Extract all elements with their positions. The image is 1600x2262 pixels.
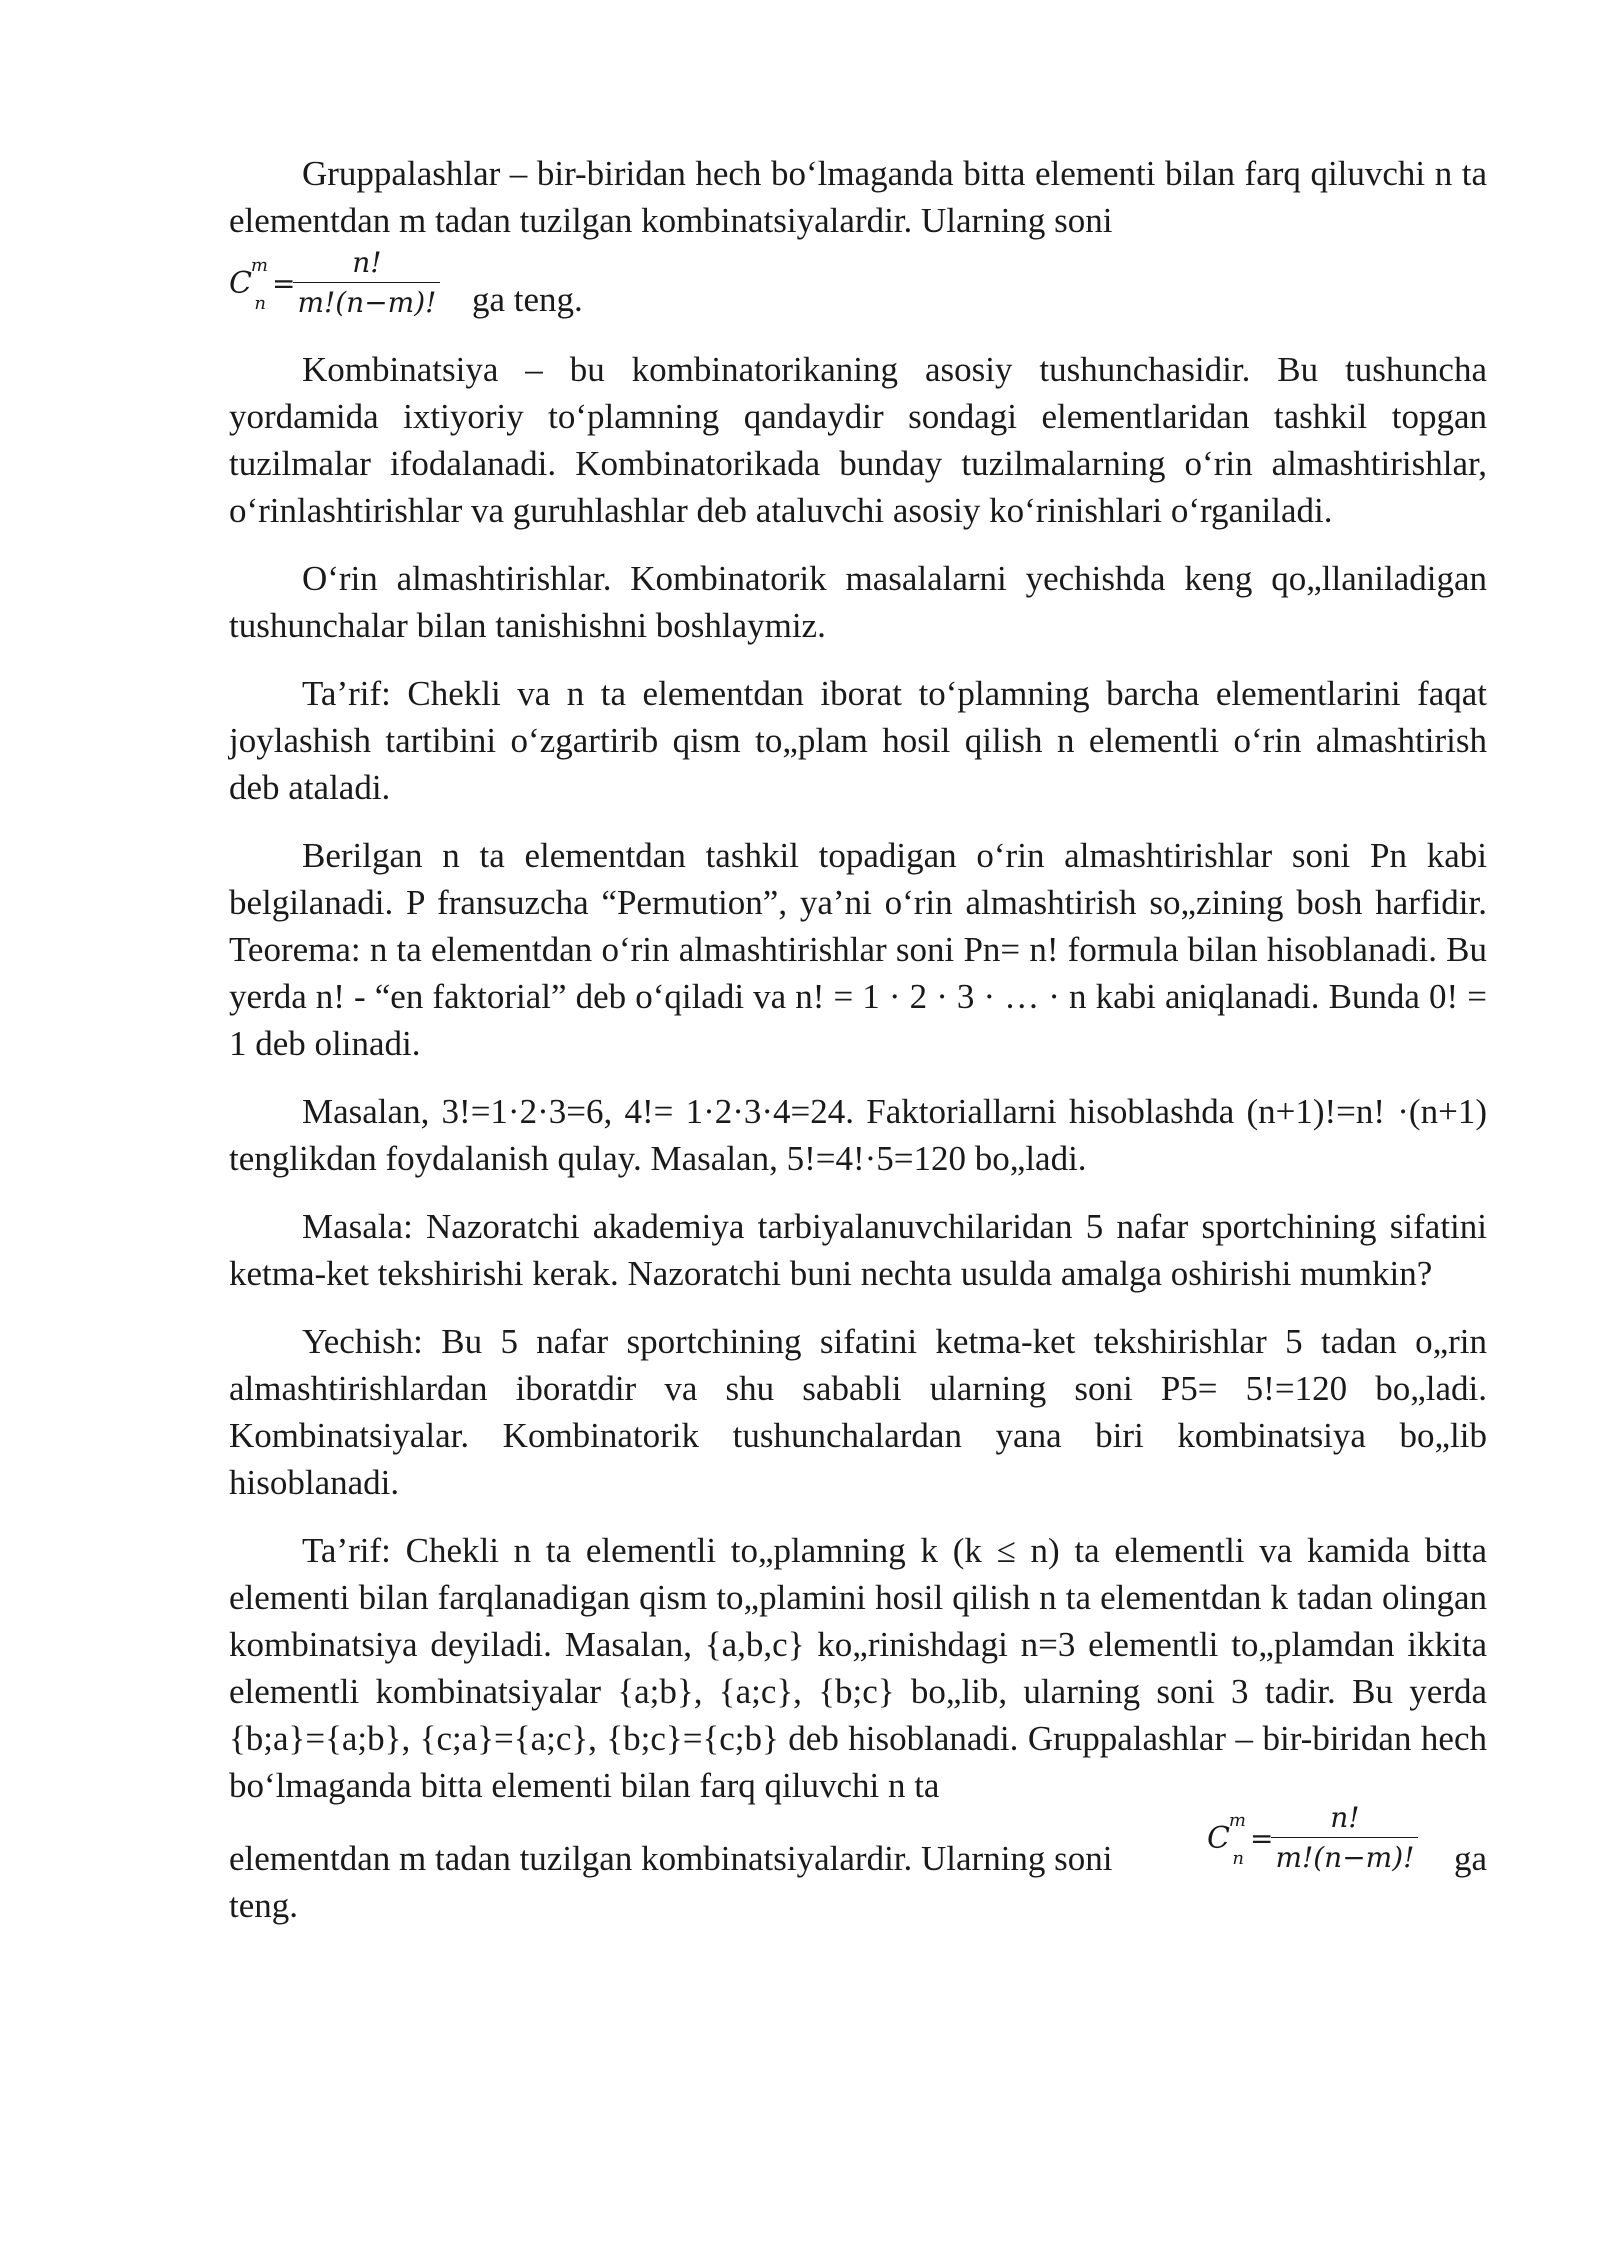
combination-formula-1 xyxy=(229,246,436,321)
formula-tail-text: ga xyxy=(1453,1839,1487,1878)
formula-subscript-n: n xyxy=(254,292,266,314)
formula-superscript-m: m xyxy=(250,254,268,276)
formula-numerator: n! xyxy=(1271,1801,1418,1838)
combination-definition-text: Ta’rif: Chekli n ta elementli to„plamning k (k ≤ n) ta elementli va kamida bitta elementi bilan farqlanadigan qism to„plamini hosil qilish n ta elementdan k tadan olingan kombinatsiya deyiladi. Masalan, {a,b,c} ko„rinishdagi n=3 elementli to„plamdan ikkita elementli kombinatsiyalar {a;b}, {a;c}, {b;c} bo„lib, ularning soni 3 tadir. Bu yerda {b;a}={a;b}, {c;a}={a;c}, {b;c}={c;b} deb hisoblanadi. Gruppalashlar – bir-biridan hech bo‘lmaganda bitta elementi bilan farq qiluvchi n ta xyxy=(229,1531,1487,1805)
formula-tail-text-2: teng. xyxy=(229,1886,299,1925)
paragraph-permutation-definition: Ta’rif: Chekli va n ta elementdan iborat to‘plamning barcha elementlarini faqat joylashish tartibini o‘zgartirib qism to„plam hosil qilish n elementli o‘rin almashtirish deb ataladi. xyxy=(229,674,1487,807)
formula-subscript-n: n xyxy=(1232,1847,1244,1869)
paragraph-permutation-theorem: Berilgan n ta elementdan tashkil topadigan o‘rin almashtirishlar soni Pn kabi belgilanadi. P fransuzcha “Permution”, ya’ni o‘rin almashtirish so„zining bosh harfidir. Teorema: n ta elementdan o‘rin almashtirishlar soni Pn= n! formula bilan hisoblanadi. Bu yerda n! - “en faktorial” deb o‘qiladi va n! = 1 · 2 · 3 · … · n kabi aniqlanadi. Bunda 0! = 1 deb olinadi. xyxy=(229,836,1487,1063)
formula-c-symbol: C m n xyxy=(229,254,268,314)
combination-formula-block-1 xyxy=(229,244,1487,346)
combination-formula-2 xyxy=(1207,1801,1414,1876)
document-page xyxy=(229,150,1487,1927)
formula-fraction xyxy=(297,246,436,321)
formula-lead-text: elementdan m tadan tuzilgan kombinatsiyalardir. Ularning soni xyxy=(229,1839,1113,1878)
formula-fraction xyxy=(1275,1801,1414,1876)
paragraph-combination-definition-2 xyxy=(229,1527,1487,1927)
formula-denominator: m!(n−m)! xyxy=(297,286,437,319)
paragraph-problem-statement: Masala: Nazoratchi akademiya tarbiyalanuvchilaridan 5 nafar sportchining sifatini ketma-ket tekshirishi kerak. Nazoratchi buni nechta usulda amalga oshirishi mumkin? xyxy=(229,1207,1487,1293)
formula-c-symbol: C m n xyxy=(1207,1809,1246,1869)
formula-equals: = xyxy=(1249,1822,1274,1855)
paragraph-factorial-examples: Masalan, 3!=1·2·3=6, 4!= 1·2·3·4=24. Faktoriallarni hisoblashda (n+1)!=n! ·(n+1) tenglikdan foydalanish qulay. Masalan, 5!=4!·5=120 bo„ladi. xyxy=(229,1092,1487,1178)
formula-equals: = xyxy=(271,267,296,300)
combination-formula-row-2 xyxy=(229,1801,1487,1927)
formula-superscript-m: m xyxy=(1228,1809,1246,1831)
formula-tail-text: ga teng. xyxy=(472,280,583,319)
paragraph-combination-definition: Kombinatsiya – bu kombinatorikaning asosiy tushunchasidir. Bu tushuncha yordamida ixtiyoriy to‘plamning qandaydir sondagi elementlaridan tashkil topgan tuzilmalar ifodalanadi. Kombinatorikada bunday tuzilmalarning o‘rin almashtirishlar, o‘rinlashtirishlar va guruhlashlar deb ataluvchi asosiy ko‘rinishlari o‘rganiladi. xyxy=(229,350,1487,530)
paragraph-permutations-heading: O‘rin almashtirishlar. Kombinatorik masalalarni yechishda keng qo„llaniladigan tushunchalar bilan tanishishni boshlaymiz. xyxy=(229,559,1487,645)
formula-denominator: m!(n−m)! xyxy=(1275,1841,1415,1874)
formula-numerator: n! xyxy=(293,246,440,283)
paragraph-solution: Yechish: Bu 5 nafar sportchining sifatini ketma-ket tekshirishlar 5 tadan o„rin almashtirishlardan iboratdir va shu sababli ularning soni P5= 5!=120 bo„ladi. Kombinatsiyalar. Kombinatorik tushunchalardan yana biri kombinatsiya bo„lib hisoblanadi. xyxy=(229,1322,1487,1502)
paragraph-groupings-intro: Gruppalashlar – bir-biridan hech bo‘lmaganda bitta elementi bilan farq qiluvchi n ta elementdan m tadan tuzilgan kombinatsiyalardir. Ularning soni xyxy=(229,154,1487,240)
